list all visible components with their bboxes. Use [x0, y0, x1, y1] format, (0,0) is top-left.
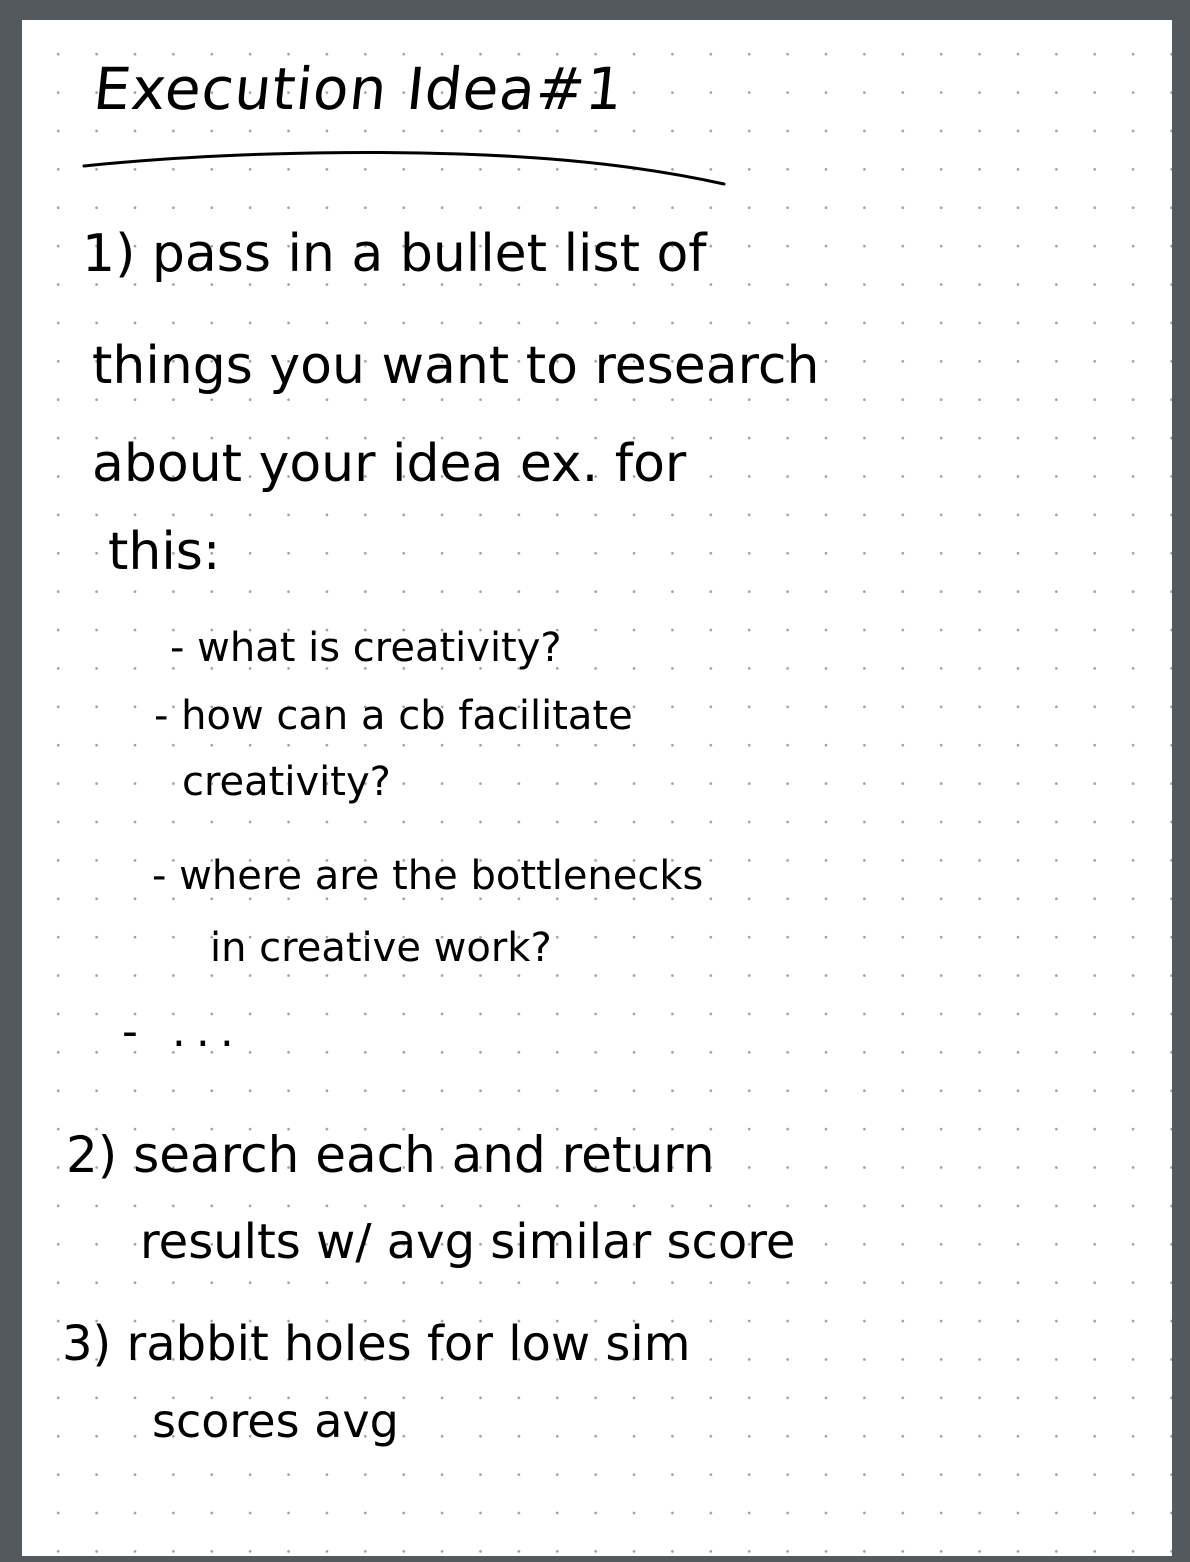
step-1-line-1: 1) pass in a bullet list of: [82, 224, 707, 284]
bullet-item-4: - ...: [122, 1006, 244, 1057]
step-3-line-1: 3) rabbit holes for low sim: [62, 1316, 691, 1372]
bullet-item-2: - how can a cb facilitate: [154, 693, 633, 739]
step-2-line-1: 2) search each and return: [66, 1126, 715, 1184]
step-1-line-4: this:: [108, 522, 221, 582]
notebook-page: [22, 20, 1172, 1556]
bullet-item-3: - where are the bottlenecks: [152, 853, 704, 899]
step-3-line-2: scores avg: [152, 1394, 399, 1448]
step-2-line-2: results w/ avg similar score: [140, 1214, 796, 1270]
step-1-line-2: things you want to research: [92, 336, 820, 396]
page-title: Execution Idea#1: [90, 55, 628, 123]
bullet-item-2-continued: creativity?: [182, 759, 391, 805]
bullet-item-3-continued: in creative work?: [210, 925, 552, 971]
step-1-line-3: about your idea ex. for: [92, 434, 687, 494]
title-underline: [80, 144, 730, 194]
bullet-item-1: - what is creativity?: [170, 625, 562, 671]
